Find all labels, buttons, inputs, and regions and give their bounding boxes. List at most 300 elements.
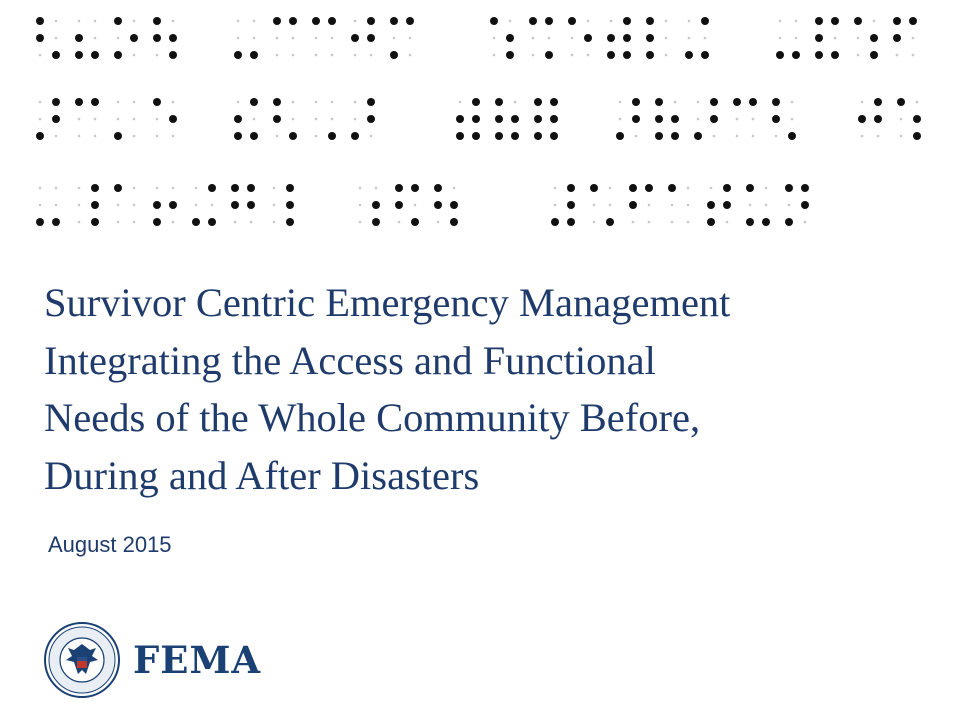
braille-banner: [0, 0, 960, 250]
braille-dot: [231, 184, 239, 192]
braille-dot: [247, 201, 255, 209]
braille-dot: [567, 184, 575, 192]
braille-dot: [133, 20, 136, 23]
braille-dot: [55, 37, 58, 40]
braille-dot: [590, 184, 598, 192]
braille-dot: [39, 187, 42, 190]
braille-dot: [114, 184, 122, 192]
braille-dot: [795, 20, 798, 23]
braille-dot: [328, 132, 336, 140]
braille-dot: [746, 218, 754, 226]
title-line-3: Needs of the Whole Community Before,: [44, 395, 701, 440]
braille-dot: [276, 54, 279, 57]
braille-dot: [359, 221, 362, 224]
braille-dot: [372, 218, 380, 226]
braille-dot: [752, 118, 755, 121]
braille-dot: [607, 51, 615, 59]
braille-dot: [791, 118, 794, 121]
braille-dot: [674, 101, 677, 104]
braille-dot: [250, 132, 258, 140]
braille-dot: [704, 37, 707, 40]
braille-dot: [736, 135, 739, 138]
braille-dot: [779, 37, 782, 40]
braille-dot: [472, 132, 480, 140]
braille-dot: [550, 98, 558, 106]
braille-dot: [117, 37, 120, 40]
braille-dot: [568, 17, 576, 25]
braille-dot: [390, 51, 398, 59]
braille-dot: [94, 37, 97, 40]
braille-dot: [671, 132, 679, 140]
braille-dot: [153, 218, 161, 226]
braille-dot: [801, 201, 809, 209]
braille-dot: [208, 218, 216, 226]
braille-dot: [169, 51, 177, 59]
braille-dot: [896, 54, 899, 57]
braille-dot: [687, 187, 690, 190]
dhs-seal-icon: [45, 623, 119, 697]
braille-dot: [550, 115, 558, 123]
braille-dot: [697, 118, 700, 121]
braille-dot: [114, 132, 122, 140]
braille-dot: [331, 118, 334, 121]
braille-dot: [367, 34, 375, 42]
braille-dot: [114, 51, 122, 59]
braille-dot: [315, 54, 318, 57]
braille-dot: [286, 184, 294, 192]
braille-dot: [646, 17, 654, 25]
braille-dot: [52, 115, 60, 123]
braille-dot: [567, 201, 575, 209]
braille-dot: [629, 201, 637, 209]
braille-dot: [685, 51, 693, 59]
braille-dot: [687, 221, 690, 224]
braille-dot: [273, 115, 281, 123]
braille-dot: [874, 115, 882, 123]
braille-dot: [792, 51, 800, 59]
braille-dot: [172, 221, 175, 224]
braille-dot: [472, 98, 480, 106]
braille-dot: [253, 37, 256, 40]
braille-dot: [331, 37, 334, 40]
braille-dot: [665, 20, 668, 23]
braille-dot: [36, 34, 44, 42]
braille-dot: [156, 135, 159, 138]
braille-dot: [312, 17, 320, 25]
braille-dot: [493, 54, 496, 57]
braille-dot: [616, 132, 624, 140]
braille-dot: [688, 20, 691, 23]
braille-dot: [623, 51, 631, 59]
braille-dot: [646, 51, 654, 59]
braille-dot: [398, 221, 401, 224]
braille-dot: [169, 34, 177, 42]
braille-dot: [772, 115, 780, 123]
braille-dot: [893, 34, 901, 42]
braille-dot: [253, 118, 256, 121]
braille-dot: [328, 17, 336, 25]
braille-dot: [292, 101, 295, 104]
braille-dot: [509, 20, 512, 23]
braille-dot: [671, 204, 674, 207]
braille-dot: [39, 118, 42, 121]
braille-dot: [172, 135, 175, 138]
braille-dot: [857, 37, 860, 40]
braille-dot: [815, 51, 823, 59]
braille-dot: [795, 37, 798, 40]
braille-dot: [94, 118, 97, 121]
braille-dot: [752, 135, 755, 138]
braille-dot: [606, 218, 614, 226]
braille-dot: [273, 187, 276, 190]
braille-dot: [195, 204, 198, 207]
braille-dot: [208, 184, 216, 192]
braille-dot: [665, 37, 668, 40]
braille-dot: [39, 204, 42, 207]
braille-dot: [450, 201, 458, 209]
braille-dot: [156, 118, 159, 121]
braille-dot: [749, 204, 752, 207]
braille-dot: [648, 204, 651, 207]
braille-dot: [723, 184, 731, 192]
braille-dot: [861, 101, 864, 104]
presentation-title: [44, 274, 944, 504]
braille-dot: [367, 17, 375, 25]
braille-dot: [554, 204, 557, 207]
braille-dot: [273, 17, 281, 25]
braille-dot: [610, 20, 613, 23]
braille-dot: [372, 201, 380, 209]
braille-dot: [456, 132, 464, 140]
braille-dot: [623, 17, 631, 25]
braille-dot: [169, 115, 177, 123]
braille-dot: [490, 17, 498, 25]
braille-dot: [900, 135, 903, 138]
braille-dot: [736, 118, 739, 121]
braille-dot: [785, 218, 793, 226]
braille-dot: [411, 184, 419, 192]
braille-dot: [629, 184, 637, 192]
braille-dot: [701, 51, 709, 59]
braille-dot: [746, 184, 754, 192]
braille-dot: [367, 115, 375, 123]
braille-dot: [550, 132, 558, 140]
fema-wordmark: FEMA: [133, 638, 262, 682]
braille-dot: [286, 218, 294, 226]
braille-dot: [688, 37, 691, 40]
braille-dot: [117, 118, 120, 121]
braille-dot: [788, 204, 791, 207]
braille-dot: [78, 118, 81, 121]
braille-dot: [409, 37, 412, 40]
braille-dot: [733, 98, 741, 106]
braille-dot: [815, 34, 823, 42]
braille-dot: [52, 98, 60, 106]
braille-dot: [857, 54, 860, 57]
braille-dot: [91, 51, 99, 59]
braille-dot: [913, 115, 921, 123]
braille-dot: [619, 118, 622, 121]
braille-dot: [39, 54, 42, 57]
braille-dot: [453, 187, 456, 190]
braille-dot: [632, 221, 635, 224]
braille-dot: [156, 54, 159, 57]
braille-dot: [694, 132, 702, 140]
braille-dot: [273, 204, 276, 207]
braille-dot: [153, 201, 161, 209]
braille-dot: [567, 218, 575, 226]
braille-dot: [472, 115, 480, 123]
braille-dot: [529, 17, 537, 25]
braille-dot: [607, 34, 615, 42]
braille-dot: [91, 184, 99, 192]
braille-dot: [289, 17, 297, 25]
braille-dot: [292, 54, 295, 57]
braille-dot: [456, 115, 464, 123]
braille-dot: [315, 37, 318, 40]
braille-dot: [437, 221, 440, 224]
braille-dot: [646, 34, 654, 42]
braille-dot: [459, 101, 462, 104]
braille-dot: [897, 98, 905, 106]
braille-dot: [253, 20, 256, 23]
braille-dot: [91, 98, 99, 106]
braille-dot: [354, 20, 357, 23]
braille-dot: [172, 187, 175, 190]
title-line-4: During and After Disasters: [44, 452, 480, 498]
braille-dot: [434, 201, 442, 209]
braille-dot: [39, 101, 42, 104]
braille-dot: [506, 51, 514, 59]
braille-dot: [36, 17, 44, 25]
braille-dot: [912, 54, 915, 57]
braille-dot: [292, 118, 295, 121]
braille-dot: [707, 218, 715, 226]
braille-dot: [231, 201, 239, 209]
braille-dot: [909, 17, 917, 25]
braille-dot: [534, 132, 542, 140]
braille-dot: [775, 135, 778, 138]
braille-dot: [133, 135, 136, 138]
braille-dot: [94, 135, 97, 138]
braille-dot: [877, 135, 880, 138]
braille-dot: [94, 20, 97, 23]
braille-dot: [75, 98, 83, 106]
braille-dot: [514, 101, 517, 104]
braille-dot: [276, 135, 279, 138]
braille-dot: [91, 201, 99, 209]
braille-dot: [450, 218, 458, 226]
title-line-2: Integrating the Access and Functional: [44, 337, 656, 383]
braille-dot: [354, 54, 357, 57]
braille-dot: [495, 132, 503, 140]
braille-dot: [192, 218, 200, 226]
braille-dot: [858, 115, 866, 123]
braille-dot: [749, 98, 757, 106]
braille-dot: [632, 115, 640, 123]
braille-dot: [551, 218, 559, 226]
braille-dot: [78, 221, 81, 224]
braille-dot: [697, 101, 700, 104]
presentation-date: August 2015: [48, 532, 172, 557]
braille-dot: [354, 118, 357, 121]
braille-dot: [545, 51, 553, 59]
braille-dot: [874, 98, 882, 106]
braille-dot: [648, 221, 651, 224]
braille-dot: [292, 37, 295, 40]
braille-dot: [52, 51, 60, 59]
braille-dot: [571, 54, 574, 57]
braille-dot: [133, 118, 136, 121]
braille-dot: [370, 135, 373, 138]
braille-dot: [237, 20, 240, 23]
braille-dot: [873, 20, 876, 23]
braille-dot: [370, 54, 373, 57]
braille-dot: [632, 98, 640, 106]
braille-dot: [900, 118, 903, 121]
braille-dot: [117, 221, 120, 224]
braille-dot: [133, 187, 136, 190]
braille-dot: [710, 187, 713, 190]
braille-dot: [36, 132, 44, 140]
braille-dot: [893, 17, 901, 25]
braille-dot: [701, 17, 709, 25]
braille-dot: [114, 17, 122, 25]
braille-dot: [354, 101, 357, 104]
braille-dot: [172, 101, 175, 104]
braille-dot: [723, 201, 731, 209]
braille-dot: [834, 37, 837, 40]
braille-dot: [506, 34, 514, 42]
braille-dot: [765, 204, 768, 207]
braille-dot: [276, 37, 279, 40]
braille-dot: [545, 17, 553, 25]
braille-dot: [554, 187, 557, 190]
braille-dot: [511, 132, 519, 140]
braille-dot: [414, 204, 417, 207]
braille-dot: [495, 115, 503, 123]
braille-dot: [250, 51, 258, 59]
braille-dot: [804, 221, 807, 224]
braille-dot: [351, 34, 359, 42]
braille-dot: [916, 101, 919, 104]
braille-dot: [609, 187, 612, 190]
braille-dot: [331, 54, 334, 57]
braille-dot: [250, 221, 253, 224]
braille-dot: [153, 17, 161, 25]
braille-dot: [78, 135, 81, 138]
braille-dot: [172, 20, 175, 23]
braille-dot: [854, 17, 862, 25]
braille-dot: [710, 115, 718, 123]
braille-dot: [406, 17, 414, 25]
braille-dot: [619, 101, 622, 104]
braille-dot: [75, 51, 83, 59]
braille-dot: [133, 101, 136, 104]
braille-dot: [785, 184, 793, 192]
braille-dot: [247, 184, 255, 192]
braille-dot: [671, 221, 674, 224]
braille-dot: [375, 187, 378, 190]
braille-dot: [234, 221, 237, 224]
braille-dot: [273, 98, 281, 106]
braille-dot: [133, 54, 136, 57]
braille-dot: [534, 115, 542, 123]
braille-dot: [55, 187, 58, 190]
braille-dot: [912, 37, 915, 40]
braille-dot: [707, 201, 715, 209]
braille-dot: [870, 34, 878, 42]
braille-dot: [273, 221, 276, 224]
braille-dot: [237, 101, 240, 104]
braille-dot: [78, 204, 81, 207]
braille-dot: [395, 201, 403, 209]
braille-dot: [409, 54, 412, 57]
braille-dot: [211, 204, 214, 207]
braille-dot: [713, 135, 716, 138]
braille-dot: [133, 221, 136, 224]
braille-dot: [390, 17, 398, 25]
braille-dot: [665, 54, 668, 57]
braille-dot: [587, 20, 590, 23]
braille-dot: [671, 115, 679, 123]
braille-dot: [36, 218, 44, 226]
braille-dot: [153, 98, 161, 106]
braille-dot: [91, 218, 99, 226]
braille-dot: [776, 51, 784, 59]
braille-dot: [359, 204, 362, 207]
braille-dot: [571, 37, 574, 40]
braille-dot: [861, 135, 864, 138]
braille-dot: [78, 187, 81, 190]
braille-dot: [635, 135, 638, 138]
braille-dot: [655, 132, 663, 140]
braille-dot: [645, 184, 653, 192]
braille-dot: [710, 98, 718, 106]
braille-dot: [548, 37, 551, 40]
braille-dot: [668, 184, 676, 192]
braille-dot: [434, 184, 442, 192]
braille-dot: [237, 37, 240, 40]
braille-dot: [532, 37, 535, 40]
braille-dot: [117, 101, 120, 104]
braille-dot: [587, 54, 590, 57]
braille-dot: [511, 115, 519, 123]
braille-dot: [55, 20, 58, 23]
braille-dot: [584, 34, 592, 42]
braille-dot: [801, 184, 809, 192]
braille-dot: [609, 204, 612, 207]
braille-dot: [411, 218, 419, 226]
braille-dot: [831, 51, 839, 59]
braille-dot: [532, 54, 535, 57]
braille-dot: [623, 34, 631, 42]
braille-dot: [593, 221, 596, 224]
braille-dot: [234, 115, 242, 123]
title-line-1: Survivor Centric Emergency Management: [44, 280, 731, 325]
braille-dot: [75, 34, 83, 42]
braille-dot: [315, 118, 318, 121]
braille-dot: [788, 132, 796, 140]
braille-dot: [815, 17, 823, 25]
braille-dot: [495, 98, 503, 106]
braille-dot: [367, 98, 375, 106]
braille-dot: [772, 98, 780, 106]
braille-dot: [117, 204, 120, 207]
braille-dot: [315, 101, 318, 104]
braille-dot: [791, 101, 794, 104]
braille-dot: [130, 34, 138, 42]
